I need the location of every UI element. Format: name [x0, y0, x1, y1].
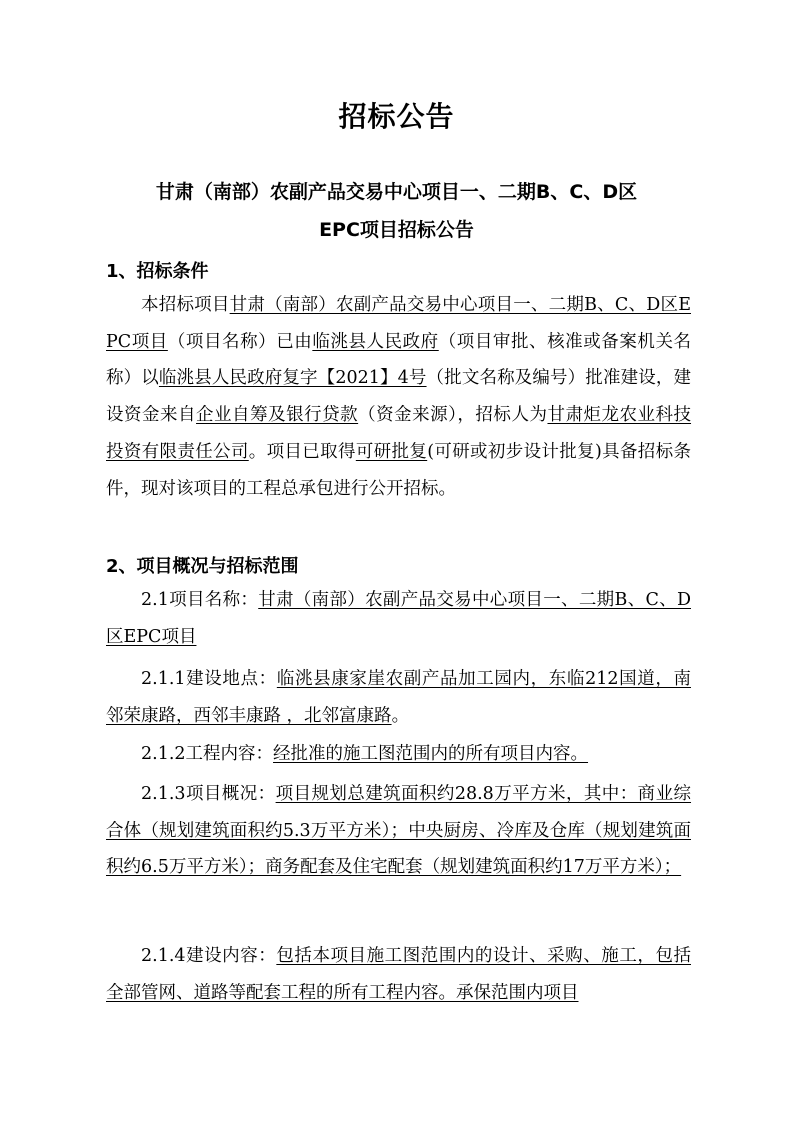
- project-name-underlined: 甘肃（南部）农副产品交易中心项目一、二期B、C、D区EPC项目: [106, 295, 691, 352]
- paragraph-2-1-1: [106, 661, 691, 734]
- section-1-paragraph: [106, 287, 691, 507]
- construction-content-underlined: 包括本项目施工图范围内的设计、采购、施工，包括全部管网、道路等配套工程的所有工程内容。承保范围内项目: [106, 946, 691, 1003]
- paragraph-2-1: [106, 582, 691, 655]
- text-run: （项目名称）已由: [167, 331, 313, 352]
- text-run: (可研或初步设计批复)具备招标条件，现对该项目的工程总承包进行公开招标。: [106, 441, 691, 499]
- location-underlined: 临洮县康家崖农副产品加工园内，东临212国道，南邻荣康路，西邻丰康路 ，北邻富康路: [106, 669, 691, 726]
- project-name-underlined: 甘肃（南部）农副产品交易中心项目一、二期B、C、D区EPC项目: [106, 590, 691, 647]
- approval-document-underlined: 临洮县人民政府复字【2021】4号: [158, 368, 427, 389]
- text-run: （项目审批、核准或备案机关名称）以: [106, 331, 692, 389]
- section-2-heading: 2、项目概况与招标范围: [106, 556, 299, 577]
- approval-authority-underlined: 临洮县人民政府: [312, 331, 439, 352]
- text-run: 2.1项目名称：: [141, 590, 259, 610]
- document-title: 招标公告: [338, 100, 455, 133]
- text-run: （批文名称及编号）批准建设，建设资金来自: [106, 368, 692, 426]
- approval-type-underlined: 可研批复: [355, 441, 428, 462]
- paragraph-2-1-4: [106, 938, 691, 1011]
- text-run: 。: [391, 705, 410, 726]
- text-run: 2.1.4建设内容：: [141, 946, 277, 966]
- paragraph-2-1-3: [106, 776, 691, 886]
- funding-source-underlined: 企业自筹及银行贷款: [196, 405, 359, 426]
- text-run: 。项目已取得: [248, 441, 356, 462]
- text-run: 本招标项目: [141, 295, 230, 315]
- section-1-heading: 1、招标条件: [106, 261, 209, 282]
- text-run: 2.1.2工程内容：: [141, 744, 274, 764]
- overview-underlined: 项目规划总建筑面积约28.8万平方米，其中：商业综合体（规划建筑面积约5.3万平方米）；中央厨房、冷库及仓库（规划建筑面积约6.5万平方米）；商务配套及住宅配套（规划建筑面积约17万平方米）；: [106, 784, 692, 878]
- subtitle-line-1: 甘肃（南部）农副产品交易中心项目一、二期B、C、D区: [155, 181, 638, 203]
- text-run: 2.1.1建设地点：: [141, 669, 277, 689]
- tenderer-underlined: 甘肃炬龙农业科技投资有限责任公司: [106, 405, 692, 462]
- work-content-underlined: 经批准的施工图范围内的所有项目内容。: [273, 744, 589, 764]
- text-run: （资金来源），招标人为: [358, 405, 548, 426]
- text-run: 2.1.3项目概况：: [141, 784, 276, 804]
- paragraph-2-1-2: [106, 736, 691, 773]
- subtitle-line-2: EPC项目招标公告: [319, 219, 474, 241]
